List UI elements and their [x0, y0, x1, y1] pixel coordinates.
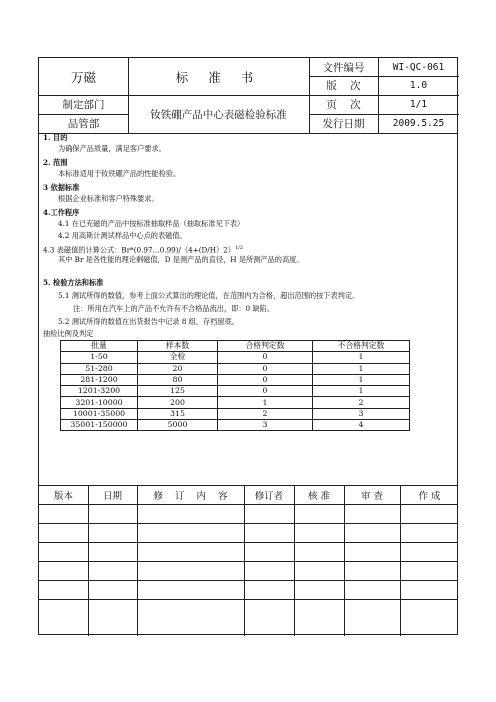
table-cell: 3201-10000: [61, 397, 138, 408]
section-4-title: 4.工作程序: [43, 208, 80, 217]
section-5-1: 5.1 测试所得的数值，参考上面公式算出的理论值，在范围内为合格，超出范围的按下表判定。: [58, 291, 360, 300]
table-row: [61, 420, 410, 431]
field-value-version: 1.0: [409, 80, 428, 91]
table-cell: 1: [313, 386, 410, 397]
field-label-page: 页 次: [326, 99, 361, 111]
revision-table: [39, 485, 457, 636]
table-cell: 1: [313, 374, 410, 385]
table-cell: 0: [218, 363, 313, 374]
dept-value: 品管部: [67, 118, 100, 130]
table-cell: 全检: [138, 352, 218, 363]
table-cell: 200: [138, 397, 218, 408]
section-3-title: 3 依据标准: [43, 183, 80, 192]
dept-label: 制定部门: [62, 99, 105, 111]
table-row: [61, 374, 410, 385]
header-cell: 合格判定数: [218, 341, 313, 352]
header-cell: 批量: [61, 341, 138, 352]
table-cell: 5000: [138, 420, 218, 431]
section-2-title: 2. 范围: [43, 158, 68, 167]
table-cell: 1201-3200: [61, 386, 138, 397]
rev-header-prepare: 作 成: [418, 490, 441, 502]
table-cell: 315: [138, 408, 218, 419]
section-4-3: [43, 243, 243, 255]
section-2-text: 本标准适用于钕铁硼产品的性能检验。: [58, 169, 181, 178]
table-cell: 2: [218, 408, 313, 419]
table-cell: 0: [218, 352, 313, 363]
table-row: [61, 386, 410, 397]
doc-type: 标 准 书: [175, 69, 262, 85]
table-cell: 0: [218, 374, 313, 385]
table-cell: 1: [313, 352, 410, 363]
section-1-title: 1. 目的: [43, 133, 68, 142]
table-caption: 抽检比例及判定: [43, 329, 94, 338]
table-cell: 0: [218, 386, 313, 397]
sampling-table: [60, 340, 410, 431]
field-label-doc-no: 文件编号: [322, 61, 365, 74]
rev-header-content: 修 订 内 容: [153, 490, 228, 502]
section-1-text: 为确保产品质量，满足客户要求。: [58, 144, 166, 153]
table-cell: 80: [138, 374, 218, 385]
document-title: 钕铁硼产品中心表磁检验标准: [150, 108, 287, 121]
formula-exponent: 1/2: [234, 245, 243, 251]
rev-header-approve: 核 准: [307, 490, 331, 502]
section-4-3-note: 其中 Br 是各性能的理论剩磁值，D 是测产品的直径，H 是所测产品的高度。: [58, 255, 304, 264]
section-3-text: 根据企业标准和客户特殊要求。: [58, 194, 159, 203]
section-4-1: 4.1 在已充磁的产品中按标准抽取样品（抽取标准见下表）: [58, 219, 245, 228]
table-cell: 20: [138, 363, 218, 374]
field-label-version: 版 次: [326, 80, 361, 92]
field-value-doc-no: WI-QC-061: [392, 61, 445, 73]
table-cell: 3: [313, 408, 410, 419]
table-row: [61, 408, 410, 419]
table-cell: 1-50: [61, 352, 138, 363]
table-row: [61, 397, 410, 408]
field-value-issue-date: 2009.5.25: [392, 118, 445, 129]
document-page: [38, 57, 458, 635]
table-cell: 51-280: [61, 363, 138, 374]
header-cell: 不合格判定数: [313, 341, 410, 352]
document-header: [39, 58, 457, 134]
table-cell: 281-1200: [61, 374, 138, 385]
formula: Br*(0.97…0.99)/（4+(D/H）2）: [121, 245, 235, 255]
rev-header-version: 版本: [53, 490, 73, 502]
table-cell: 2: [313, 397, 410, 408]
table-cell: 1: [313, 363, 410, 374]
rev-header-review: 审 查: [360, 490, 384, 502]
rev-header-reviser: 修订者: [254, 490, 284, 502]
table-cell: 4: [313, 420, 410, 431]
section-5-1-note: 注：所用在汽车上的产品不允许有不合格品流出，即：0 缺陷。: [73, 304, 274, 313]
table-cell: 1: [218, 397, 313, 408]
table-cell: 125: [138, 386, 218, 397]
sampling-table-header: [61, 341, 410, 352]
field-value-page: 1/1: [409, 99, 428, 110]
section-5-2: 5.2 测试所得的数值在出货报告中记录 8 组，存档留底。: [58, 317, 239, 326]
table-row: [61, 363, 410, 374]
header-cell: 样本数: [138, 341, 218, 352]
document-body: [39, 133, 457, 486]
table-cell: 3: [218, 420, 313, 431]
company-name: 万磁: [70, 69, 96, 85]
rev-header-date: 日期: [102, 490, 122, 502]
table-cell: 10001-35000: [61, 408, 138, 419]
field-label-issue-date: 发行日期: [322, 118, 365, 130]
section-5-title: 5. 检验方法和标准: [43, 278, 104, 287]
section-4-2: 4.2 用高斯计测试样品中心点的表磁值。: [58, 231, 187, 240]
formula-prefix: 4.3 表磁值的计算公式：: [43, 245, 122, 255]
table-row: [61, 352, 410, 363]
table-cell: 35001-150000: [61, 420, 138, 431]
